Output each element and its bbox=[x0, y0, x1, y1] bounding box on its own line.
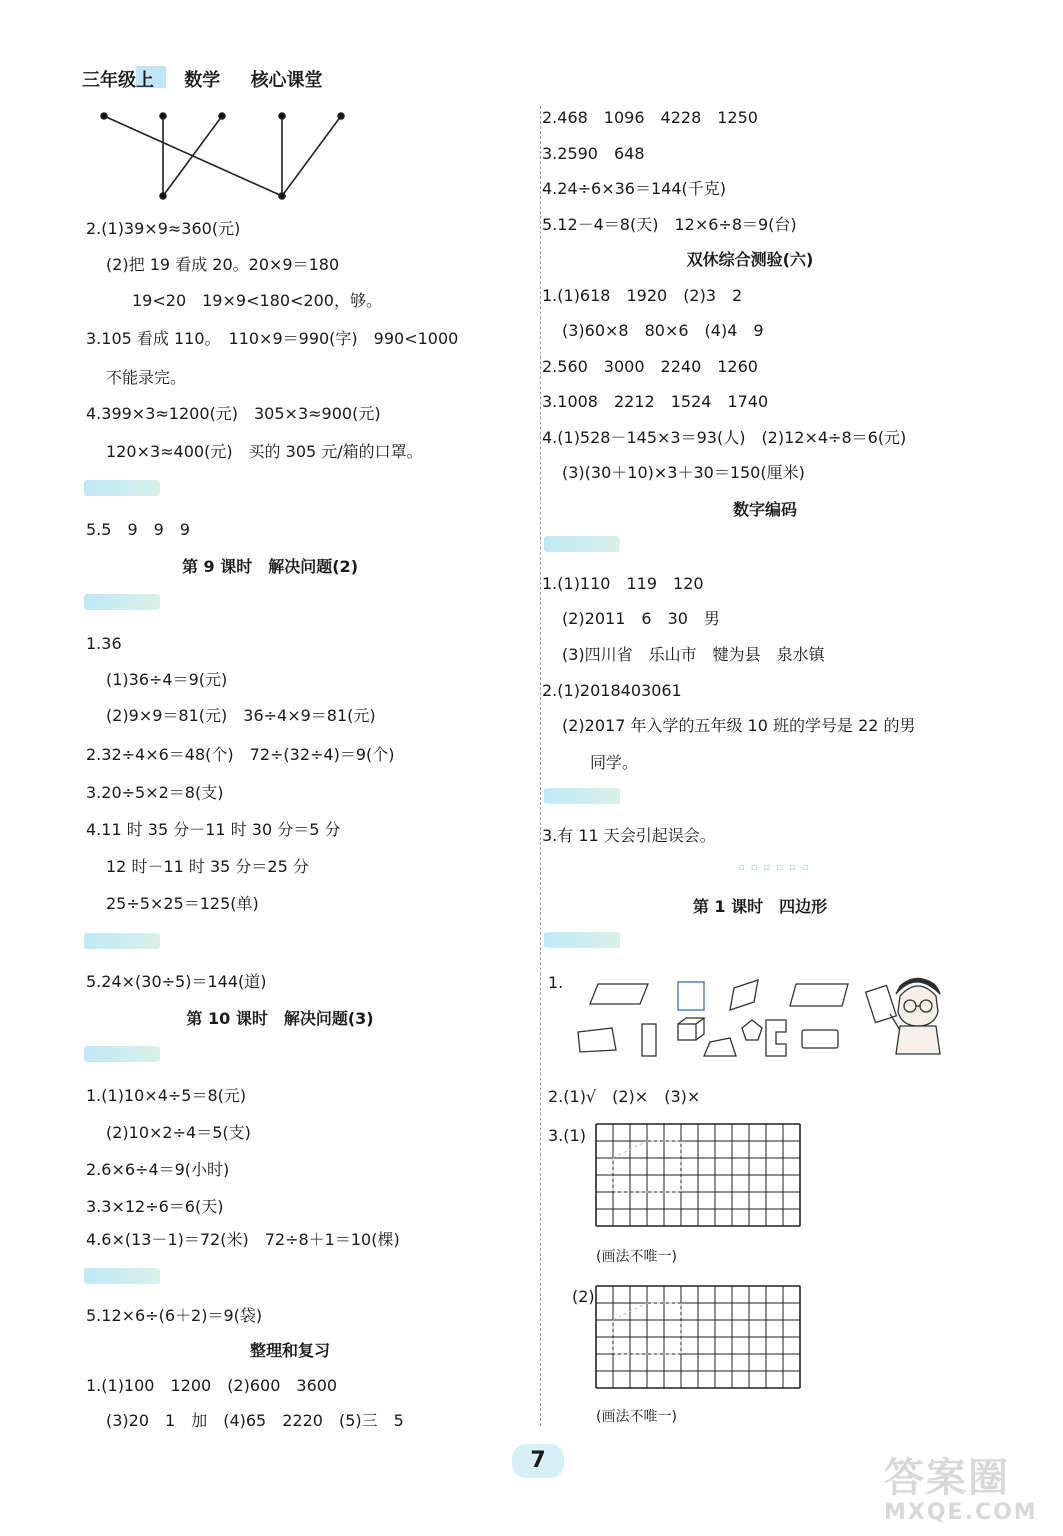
answer-line: 4.(1)528－145×3＝93(人) (2)12×4÷8＝6(元) bbox=[542, 428, 907, 447]
answer-line: 3.(1) bbox=[548, 1126, 586, 1145]
section-tag bbox=[84, 1268, 160, 1284]
answer-line: 5.24×(30÷5)＝144(道) bbox=[86, 972, 267, 991]
section-tag bbox=[84, 933, 160, 949]
answer-line: 2.(1)2018403061 bbox=[542, 681, 682, 700]
column-divider bbox=[540, 106, 541, 1426]
answer-line: 1.(1)110 119 120 bbox=[542, 574, 704, 593]
lesson-title: 第 1 课时 四边形 bbox=[692, 897, 828, 916]
answer-line: 5.12－4＝8(天) 12×6÷8＝9(台) bbox=[542, 215, 797, 234]
section-tag bbox=[84, 480, 160, 496]
answer-line: 1.(1)100 1200 (2)600 3600 bbox=[86, 1376, 338, 1395]
section-tag bbox=[84, 594, 160, 610]
grid-note: (画法不唯一) bbox=[596, 1409, 677, 1425]
answer-line: 4.6×(13－1)＝72(米) 72÷8＋1＝10(棵) bbox=[86, 1230, 400, 1249]
section-tag bbox=[544, 536, 620, 552]
answer-line: 3.1008 2212 1524 1740 bbox=[542, 392, 769, 411]
section-title: 双休综合测验(六) bbox=[686, 250, 814, 269]
answer-line: (2)10×2÷4＝5(支) bbox=[106, 1123, 251, 1142]
answer-line: (2)9×9＝81(元) 36÷4×9＝81(元) bbox=[106, 706, 376, 725]
grid-note: (画法不唯一) bbox=[596, 1249, 677, 1265]
header-grade: 三年级上 bbox=[82, 70, 154, 91]
answer-line: 1.(1)618 1920 (2)3 2 bbox=[542, 286, 743, 305]
faint-unit-banner: ▫▫▫▫▫▫ bbox=[738, 862, 815, 873]
cartoon-boy-illustration bbox=[860, 976, 950, 1060]
answer-line: 120×3≈400(元) 买的 305 元/箱的口罩。 bbox=[106, 442, 423, 461]
answer-line: 1.(1)10×4÷5＝8(元) bbox=[86, 1086, 247, 1105]
answer-line: 2.468 1096 4228 1250 bbox=[542, 108, 758, 127]
section-tag bbox=[84, 1046, 160, 1062]
watermark-logo: 答案圈 MXQE.COM bbox=[884, 1455, 1038, 1525]
header-subject: 数学 bbox=[184, 70, 221, 91]
answer-line: 4.24÷6×36＝144(千克) bbox=[542, 179, 727, 198]
answer-line: 2.32÷4×6＝48(个) 72÷(32÷4)＝9(个) bbox=[86, 745, 395, 764]
answer-line: (3)20 1 加 (4)65 2220 (5)三 5 bbox=[106, 1411, 404, 1430]
lesson-title: 第 10 课时 解决问题(3) bbox=[186, 1009, 374, 1028]
square-grid-drawing bbox=[596, 1124, 806, 1230]
answer-line: 2.(1)√ (2)× (3)× bbox=[548, 1087, 701, 1106]
answer-line: 4.399×3≈1200(元) 305×3≈900(元) bbox=[86, 404, 381, 423]
answer-line: (3)四川省 乐山市 犍为县 泉水镇 bbox=[562, 645, 825, 664]
answer-line: 12 时－11 时 35 分＝25 分 bbox=[106, 857, 309, 876]
answer-line: 19<20 19×9<180<200，够。 bbox=[132, 291, 382, 310]
answer-line: (1)36÷4＝9(元) bbox=[106, 670, 228, 689]
answer-line: 3.105 看成 110。 110×9＝990(字) 990<1000 bbox=[86, 329, 459, 348]
square-grid-drawing bbox=[596, 1286, 806, 1392]
answer-line: 3.3×12÷6＝6(天) bbox=[86, 1197, 224, 1216]
page-header bbox=[82, 66, 347, 92]
answer-line: 1.36 bbox=[86, 634, 122, 653]
answer-line: 25÷5×25＝125(单) bbox=[106, 894, 259, 913]
page-number: 7 bbox=[512, 1444, 564, 1478]
answer-line: 4.11 时 35 分－11 时 30 分＝5 分 bbox=[86, 820, 341, 839]
answer-line: 5.5 9 9 9 bbox=[86, 520, 190, 539]
answer-line: 2.6×6÷4＝9(小时) bbox=[86, 1160, 230, 1179]
header-series: 核心课堂 bbox=[250, 70, 323, 91]
answer-line: 同学。 bbox=[590, 753, 639, 772]
answer-line: (2)2011 6 30 男 bbox=[562, 609, 720, 628]
answer-line: 3.有 11 天会引起误会。 bbox=[542, 826, 716, 845]
answer-line: (3)60×8 80×6 (4)4 9 bbox=[562, 321, 764, 340]
answer-line: (2)2017 年入学的五年级 10 班的学号是 22 的男 bbox=[562, 716, 916, 735]
section-title: 整理和复习 bbox=[249, 1341, 330, 1360]
section-tag bbox=[544, 788, 620, 804]
section-title: 数字编码 bbox=[732, 500, 797, 519]
answer-line: 不能录完。 bbox=[106, 368, 187, 387]
answer-line: 3.20÷5×2＝8(支) bbox=[86, 783, 224, 802]
answer-line: 2.(1)39×9≈360(元) bbox=[86, 219, 241, 238]
lesson-title: 第 9 课时 解决问题(2) bbox=[181, 557, 359, 576]
answer-line: 3.2590 648 bbox=[542, 144, 645, 163]
answer-line: (2) bbox=[572, 1287, 595, 1306]
answer-line: (3)(30＋10)×3＋30＝150(厘米) bbox=[562, 463, 805, 482]
answer-line: 2.560 3000 2240 1260 bbox=[542, 357, 758, 376]
matching-lines-diagram bbox=[96, 108, 356, 204]
answer-line: 5.12×6÷(6＋2)＝9(袋) bbox=[86, 1306, 263, 1325]
answer-line: 1. bbox=[548, 973, 564, 992]
section-tag bbox=[544, 932, 620, 948]
answer-line: (2)把 19 看成 20。20×9＝180 bbox=[106, 255, 340, 274]
